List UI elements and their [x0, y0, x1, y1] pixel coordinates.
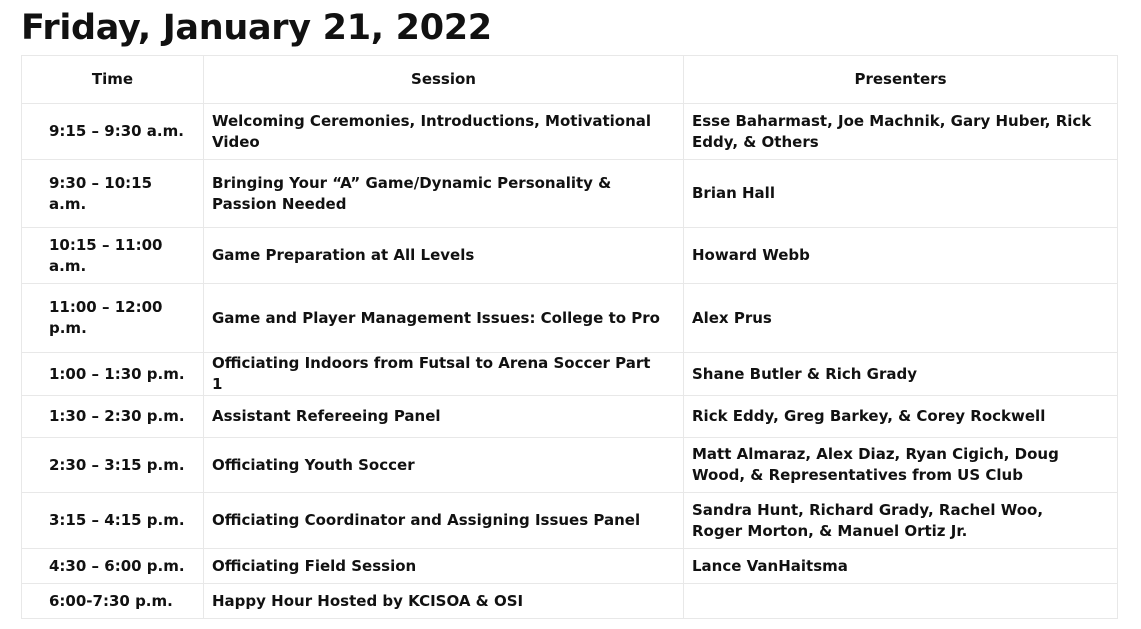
time-cell: 1:30 – 2:30 p.m. — [22, 396, 204, 438]
table-row — [22, 228, 1118, 284]
time-cell: 9:15 – 9:30 a.m. — [22, 104, 204, 160]
time-cell: 2:30 – 3:15 p.m. — [22, 438, 204, 493]
session-cell: Assistant Refereeing Panel — [204, 396, 684, 438]
table-row — [22, 160, 1118, 228]
time-cell: 9:30 – 10:15 a.m. — [22, 160, 204, 228]
table-row — [22, 493, 1118, 549]
table-row — [22, 584, 1118, 619]
presenters-cell: Sandra Hunt, Richard Grady, Rachel Woo, Roger Morton, & Manuel Ortiz Jr. — [684, 493, 1118, 549]
table-row — [22, 104, 1118, 160]
presenters-cell: Matt Almaraz, Alex Diaz, Ryan Cigich, Doug Wood, & Representatives from US Club — [684, 438, 1118, 493]
time-cell: 10:15 – 11:00 a.m. — [22, 228, 204, 284]
table-row — [22, 549, 1118, 584]
presenters-cell: Rick Eddy, Greg Barkey, & Corey Rockwell — [684, 396, 1118, 438]
table-row — [22, 396, 1118, 438]
session-cell: Officiating Youth Soccer — [204, 438, 684, 493]
presenters-cell: Esse Baharmast, Joe Machnik, Gary Huber, Rick Eddy, & Others — [684, 104, 1118, 160]
column-header-session: Session — [204, 56, 684, 104]
column-header-time: Time — [22, 56, 204, 104]
session-cell: Game and Player Management Issues: College to Pro — [204, 284, 684, 353]
time-cell: 1:00 – 1:30 p.m. — [22, 353, 204, 396]
session-cell: Happy Hour Hosted by KCISOA & OSI — [204, 584, 684, 619]
table-row — [22, 438, 1118, 493]
header-row — [22, 56, 1118, 104]
presenters-cell — [684, 584, 1118, 619]
time-cell: 4:30 – 6:00 p.m. — [22, 549, 204, 584]
session-cell: Welcoming Ceremonies, Introductions, Motivational Video — [204, 104, 684, 160]
time-cell: 6:00-7:30 p.m. — [22, 584, 204, 619]
presenters-cell: Shane Butler & Rich Grady — [684, 353, 1118, 396]
presenters-cell: Howard Webb — [684, 228, 1118, 284]
session-cell: Game Preparation at All Levels — [204, 228, 684, 284]
table-row — [22, 353, 1118, 396]
time-cell: 3:15 – 4:15 p.m. — [22, 493, 204, 549]
column-header-presenters: Presenters — [684, 56, 1118, 104]
time-cell: 11:00 – 12:00 p.m. — [22, 284, 204, 353]
session-cell: Bringing Your “A” Game/Dynamic Personality & Passion Needed — [204, 160, 684, 228]
schedule-table — [21, 55, 1118, 619]
session-cell: Officiating Indoors from Futsal to Arena Soccer Part 1 — [204, 353, 684, 396]
presenters-cell: Alex Prus — [684, 284, 1118, 353]
session-cell: Officiating Coordinator and Assigning Issues Panel — [204, 493, 684, 549]
table-row — [22, 284, 1118, 353]
session-cell: Officiating Field Session — [204, 549, 684, 584]
presenters-cell: Brian Hall — [684, 160, 1118, 228]
presenters-cell: Lance VanHaitsma — [684, 549, 1118, 584]
page-title: Friday, January 21, 2022 — [21, 8, 492, 48]
